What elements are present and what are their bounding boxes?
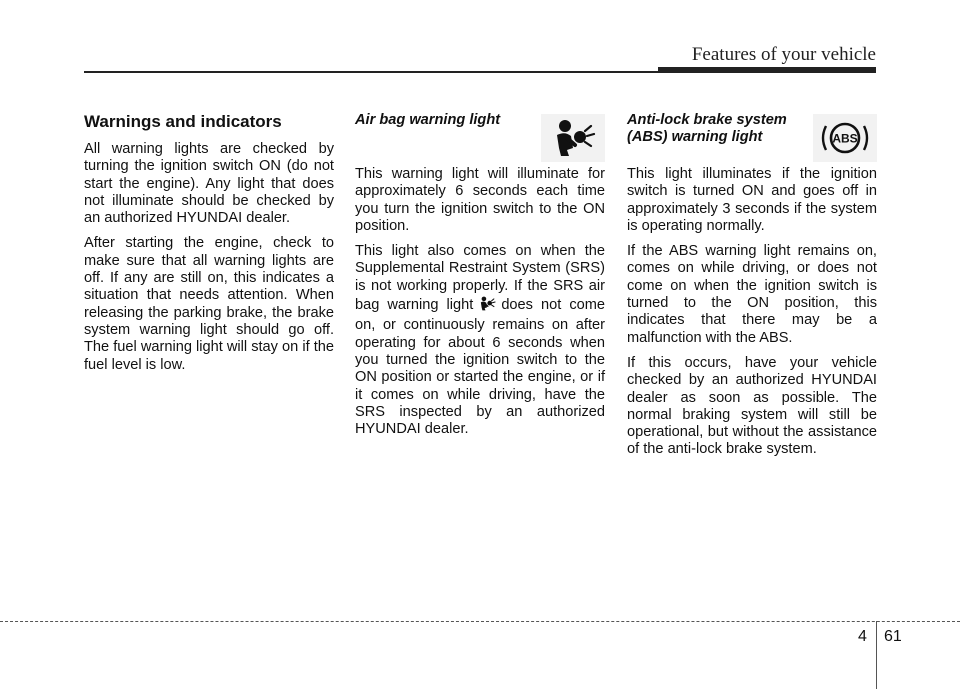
column-warnings: [84, 112, 334, 382]
paragraph: This light illuminates if the ignition switch is turned ON and goes off in approximately 3 seconds if the system is operating normally.: [627, 166, 877, 234]
page-number: 61: [884, 628, 902, 645]
paragraph: If the ABS warning light remains on, comes on while driving, or does not come on when the ignition switch is turned to the ON position, this indicates that there may be a malfunction with the ABS.: [627, 243, 877, 346]
footer-dashed-rule: [0, 621, 960, 622]
abs-heading-line: (ABS) warning light: [627, 129, 763, 145]
paragraph: If this occurs, have your vehicle checked by an authorized HYUNDAI dealer as soon as possible. The normal braking system will still be operational, but without the assistance of the anti-lock brake system.: [627, 354, 877, 458]
paragraph: After starting the engine, check to make sure that all warning lights are off. If any are still on, this indicates a situation that needs attention. When releasing the parking brake, the brake system warning light should go off. The fuel warning light will stay on if the fuel level is low.: [84, 235, 334, 373]
paragraph-text: This light also comes on when the Supplemental Restraint System (SRS) is not working properly. If the SRS air bag warning light: [355, 243, 605, 314]
header-rule: [84, 71, 660, 73]
abs-heading-block: [627, 112, 877, 164]
paragraph: [355, 243, 605, 438]
airbag-heading: Air bag warning light: [355, 112, 501, 128]
page-number-divider: [876, 621, 877, 689]
column-airbag: [355, 112, 605, 446]
section-heading: Warnings and indicators: [84, 112, 282, 131]
paragraph: This warning light will illuminate for approximately 6 seconds each time you turn the ignition switch to the ON position.: [355, 166, 605, 234]
paragraph-text: does not come on, or continuously remains on after operating for about 6 seconds when you turned the ignition switch to the ON position or started the engine, or if it comes on while driving, have the SRS inspected by an authorized HYUNDAI dealer.: [355, 297, 606, 438]
airbag-warning-inline-icon: [477, 295, 497, 317]
paragraph: All warning lights are checked by turning the ignition switch ON (do not start the engine). Any light that does not illuminate should be checked by an authorized HYUNDAI dealer.: [84, 141, 334, 227]
airbag-warning-icon: [541, 114, 605, 162]
abs-icon-label: ABS: [832, 131, 858, 146]
column-abs: [627, 112, 877, 467]
abs-warning-icon: [813, 114, 877, 162]
abs-heading-line: Anti-lock brake system: [627, 112, 787, 128]
header-rule-accent: [658, 67, 876, 73]
section-number: 4: [858, 628, 867, 645]
header-title: Features of your vehicle: [691, 44, 876, 65]
airbag-heading-block: [355, 112, 605, 164]
abs-heading: [627, 112, 802, 146]
